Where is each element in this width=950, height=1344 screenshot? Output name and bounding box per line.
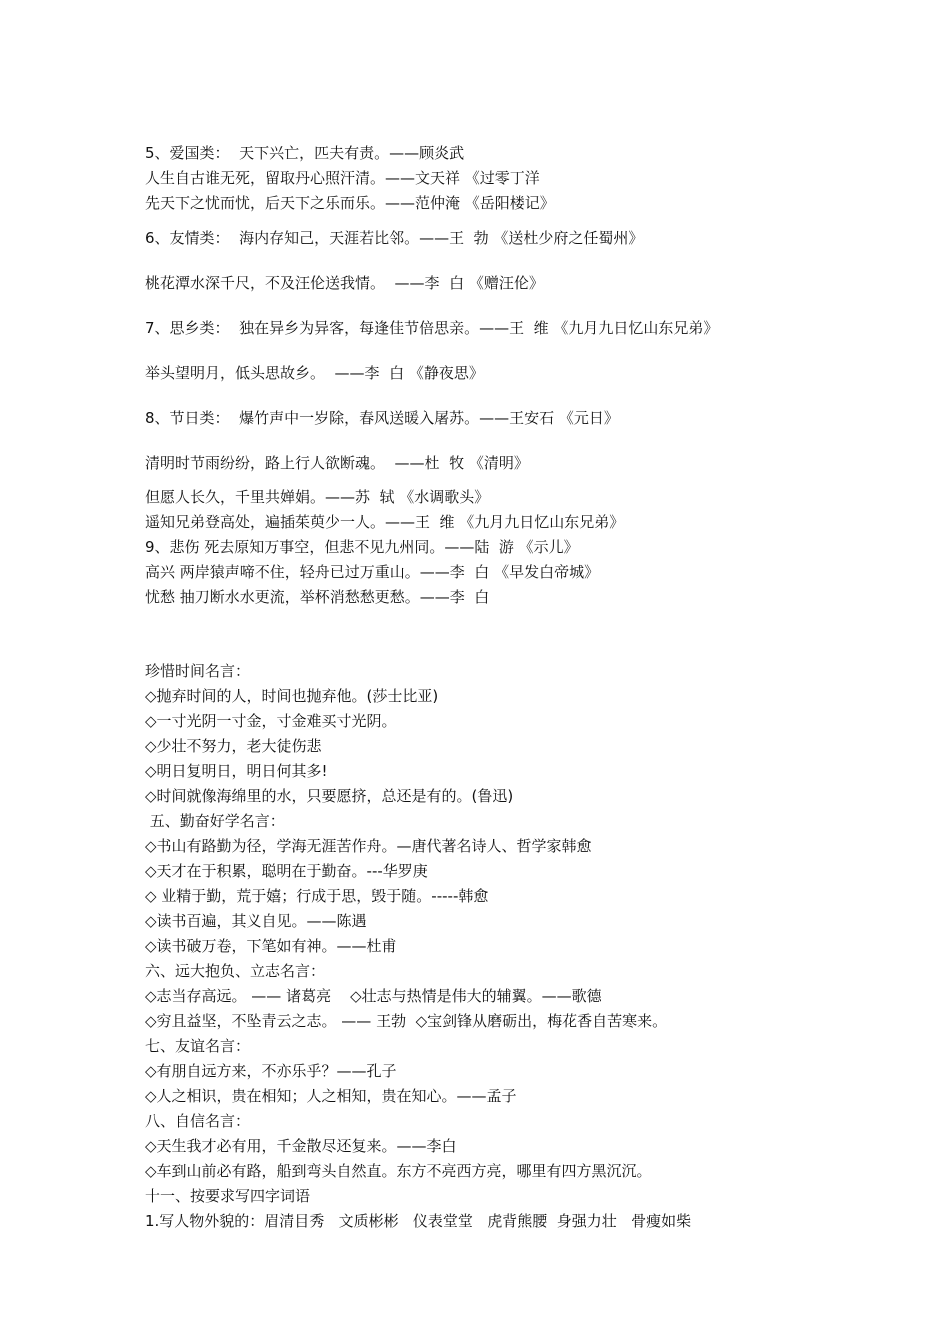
list-item: ◇明日复明日，明日何其多! (145, 762, 328, 780)
list-item: ◇人之相识，贵在相知；人之相知，贵在知心。——孟子 (145, 1087, 517, 1105)
list-item: ◇少壮不努力，老大徒伤悲 (145, 737, 322, 755)
list-item: ◇天才在于积累，聪明在于勤奋。---华罗庚 (145, 862, 428, 880)
section-heading: 五、勤奋好学名言： (145, 812, 285, 830)
text-line: 高兴 两岸猿声啼不住，轻舟已过万重山。——李 白 《早发白帝城》 (145, 563, 600, 581)
text-line: 但愿人长久，千里共婵娟。——苏 轼 《水调歌头》 (145, 488, 490, 506)
list-item: ◇天生我才必有用，千金散尽还复来。——李白 (145, 1137, 457, 1155)
text-line: 先天下之忧而忧，后天下之乐而乐。——范仲淹 《岳阳楼记》 (145, 194, 555, 212)
section-heading: 珍惜时间名言： (145, 662, 251, 680)
list-item: ◇抛弃时间的人，时间也抛弃他。(莎士比亚) (145, 687, 439, 705)
text-line: 9、悲伤 死去原知万事空，但悲不见九州同。——陆 游 《示儿》 (145, 538, 579, 556)
section-heading: 八、自信名言： (145, 1112, 251, 1130)
list-item: ◇时间就像海绵里的水，只要愿挤，总还是有的。(鲁迅) (145, 787, 514, 805)
text-line: 桃花潭水深千尺，不及汪伦送我情。 ——李 白 《赠汪伦》 (145, 274, 544, 292)
text-line: 8、节日类： 爆竹声中一岁除，春风送暖入屠苏。——王安石 《元日》 (145, 409, 619, 427)
section-heading: 十一、按要求写四字词语 (145, 1187, 311, 1205)
list-item: ◇志当存高远。 —— 诸葛亮 ◇壮志与热情是伟大的辅翼。——歌德 (145, 987, 602, 1005)
text-line: 6、友情类： 海内存知己，天涯若比邻。——王 勃 《送杜少府之任蜀州》 (145, 229, 644, 247)
list-item: ◇一寸光阴一寸金，寸金难买寸光阴。 (145, 712, 397, 730)
text-line: 5、爱国类： 天下兴亡，匹夫有责。——顾炎武 (145, 144, 465, 162)
text-line: 人生自古谁无死，留取丹心照汗清。——文天祥 《过零丁洋 (145, 169, 540, 187)
text-line: 遥知兄弟登高处，遍插茱萸少一人。——王 维 《九月九日忆山东兄弟》 (145, 513, 625, 531)
text-line: 忧愁 抽刀断水水更流，举杯消愁愁更愁。——李 白 (145, 588, 490, 606)
list-item: ◇书山有路勤为径，学海无涯苦作舟。—唐代著名诗人、哲学家韩愈 (145, 837, 592, 855)
text-line: 清明时节雨纷纷，路上行人欲断魂。 ——杜 牧 《清明》 (145, 454, 529, 472)
text-line: 1.写人物外貌的：眉清目秀 文质彬彬 仪表堂堂 虎背熊腰 身强力壮 骨瘦如柴 (145, 1212, 692, 1230)
list-item: ◇穷且益坚，不坠青云之志。 —— 王勃 ◇宝剑锋从磨砺出，梅花香自苦寒来。 (145, 1012, 668, 1030)
list-item: ◇ 业精于勤，荒于嬉；行成于思，毁于随。-----韩愈 (145, 887, 489, 905)
text-line: 7、思乡类： 独在异乡为异客，每逢佳节倍思亲。——王 维 《九月九日忆山东兄弟》 (145, 319, 719, 337)
list-item: ◇读书百遍，其义自见。——陈遇 (145, 912, 367, 930)
list-item: ◇车到山前必有路，船到弯头自然直。东方不亮西方亮，哪里有四方黑沉沉。 (145, 1162, 652, 1180)
section-heading: 六、远大抱负、立志名言： (145, 962, 326, 980)
text-line: 举头望明月，低头思故乡。 ——李 白 《静夜思》 (145, 364, 484, 382)
list-item: ◇读书破万卷，下笔如有神。——杜甫 (145, 937, 397, 955)
section-heading: 七、友谊名言： (145, 1037, 251, 1055)
list-item: ◇有朋自远方来，不亦乐乎？——孔子 (145, 1062, 397, 1080)
